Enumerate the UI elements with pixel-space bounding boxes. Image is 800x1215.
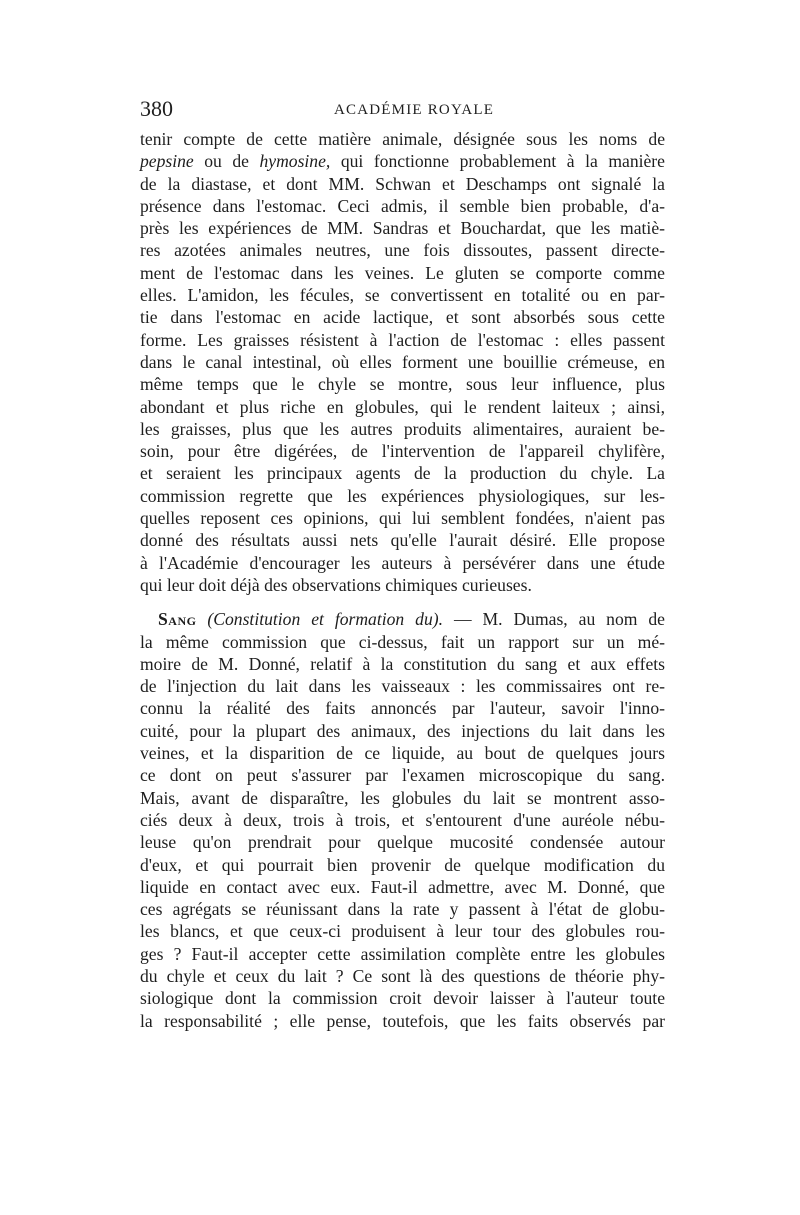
text-line: même temps que le chyle se montre, sous leur influence, plus <box>140 374 665 395</box>
page-header <box>140 96 665 126</box>
text-line: ce dont on peut s'assurer par l'examen microscopique du sang. <box>140 765 665 786</box>
text-line: connu la réalité des faits annoncés par l'auteur, savoir l'inno- <box>140 698 665 719</box>
paragraph-sang <box>140 608 665 1032</box>
section-heading-line <box>140 608 665 630</box>
text-line: ciés deux à deux, trois à trois, et s'entourent d'une auréole nébu- <box>140 809 665 830</box>
section-heading-word: Sang <box>158 609 197 630</box>
text-line: à l'Académie d'encourager les auteurs à persévérer dans une étude <box>140 552 665 573</box>
text-line: liquide en contact avec eux. Faut-il admettre, avec M. Donné, que <box>140 876 665 897</box>
italic-term: hymosine, <box>259 151 331 172</box>
section-heading-subtitle: (Constitution et formation du). <box>207 609 444 630</box>
text-line: elles. L'amidon, les fécules, se convertissent en totalité ou en par- <box>140 285 665 306</box>
text-line: moire de M. Donné, relatif à la constitution du sang et aux effets <box>140 653 665 674</box>
text-line: de la diastase, et dont MM. Schwan et Deschamps ont signalé la <box>140 173 665 194</box>
text-line: forme. Les graisses résistent à l'action de l'estomac : elles passent <box>140 329 665 350</box>
text-line: veines, et la disparition de ce liquide, au bout de quelques jours <box>140 743 665 764</box>
text-line: donné des résultats aussi nets qu'elle l'aurait désiré. Elle propose <box>140 530 665 551</box>
text-line: près les expériences de MM. Sandras et Bouchardat, que les matiè- <box>140 218 665 239</box>
text-line: commission regrette que les expériences physiologiques, sur les- <box>140 485 665 506</box>
text-line: les blancs, et que ceux-ci produisent à leur tour des globules rou- <box>140 921 665 942</box>
running-title: ACADÉMIE ROYALE <box>334 102 495 118</box>
text-line: dans le canal intestinal, où elles forment une bouillie crémeuse, en <box>140 351 665 372</box>
text-line <box>140 150 665 172</box>
italic-term: pepsine <box>140 151 194 172</box>
text-line: ges ? Faut-il accepter cette assimilation complète entre les globules <box>140 943 665 964</box>
text-line: les graisses, plus que les autres produits alimentaires, auraient be- <box>140 418 665 439</box>
text-span: — M. Dumas, au nom de <box>443 609 665 630</box>
text-line: et seraient les principaux agents de la production du chyle. La <box>140 463 665 484</box>
text-line: de l'injection du lait dans les vaisseaux : les commissaires ont re- <box>140 676 665 697</box>
text-line: quelles reposent ces opinions, qui lui semblent fondées, n'aient pas <box>140 508 665 529</box>
body-text <box>140 128 665 1032</box>
text-line: tenir compte de cette matière animale, désignée sous les noms de <box>140 129 665 149</box>
text-line: soin, pour être digérées, de l'intervention de l'appareil chylifère, <box>140 441 665 462</box>
text-line: tie dans l'estomac en acide lactique, et sont absorbés sous cette <box>140 307 665 328</box>
text-span: ou de <box>193 151 260 172</box>
text-line: res azotées animales neutres, une fois dissoutes, passent directe- <box>140 240 665 261</box>
text-line: la responsabilité ; elle pense, toutefois, que les faits observés par <box>140 1010 665 1031</box>
text-line: qui leur doit déjà des observations chimiques curieuses. <box>140 574 532 595</box>
text-line: ces agrégats se réunissant dans la rate y passent à l'état de globu- <box>140 899 665 920</box>
text-line: présence dans l'estomac. Ceci admis, il semble bien probable, d'a- <box>140 195 665 216</box>
text-span: qui fonctionne probablement à la manière <box>330 151 665 172</box>
page-number: 380 <box>140 96 173 121</box>
text-line: d'eux, et qui pourrait bien provenir de quelque modification du <box>140 854 665 875</box>
text-line: siologique dont la commission croit devoir laisser à l'auteur toute <box>140 988 665 1009</box>
text-line: du chyle et ceux du lait ? Ce sont là des questions de théorie phy- <box>140 965 665 986</box>
text-line: la même commission que ci-dessus, fait un rapport sur un mé- <box>140 631 665 652</box>
text-line: abondant et plus riche en globules, qui le rendent laiteux ; ainsi, <box>140 396 665 417</box>
text-line: ment de l'estomac dans les veines. Le gluten se comporte comme <box>140 262 665 283</box>
text-line: cuité, pour la plupart des animaux, des injections du lait dans les <box>140 720 665 741</box>
text-line: leuse qu'on prendrait pour quelque mucosité condensée autour <box>140 832 665 853</box>
text-line: Mais, avant de disparaître, les globules du lait se montrent asso- <box>140 787 665 808</box>
paragraph-digestion <box>140 128 665 596</box>
